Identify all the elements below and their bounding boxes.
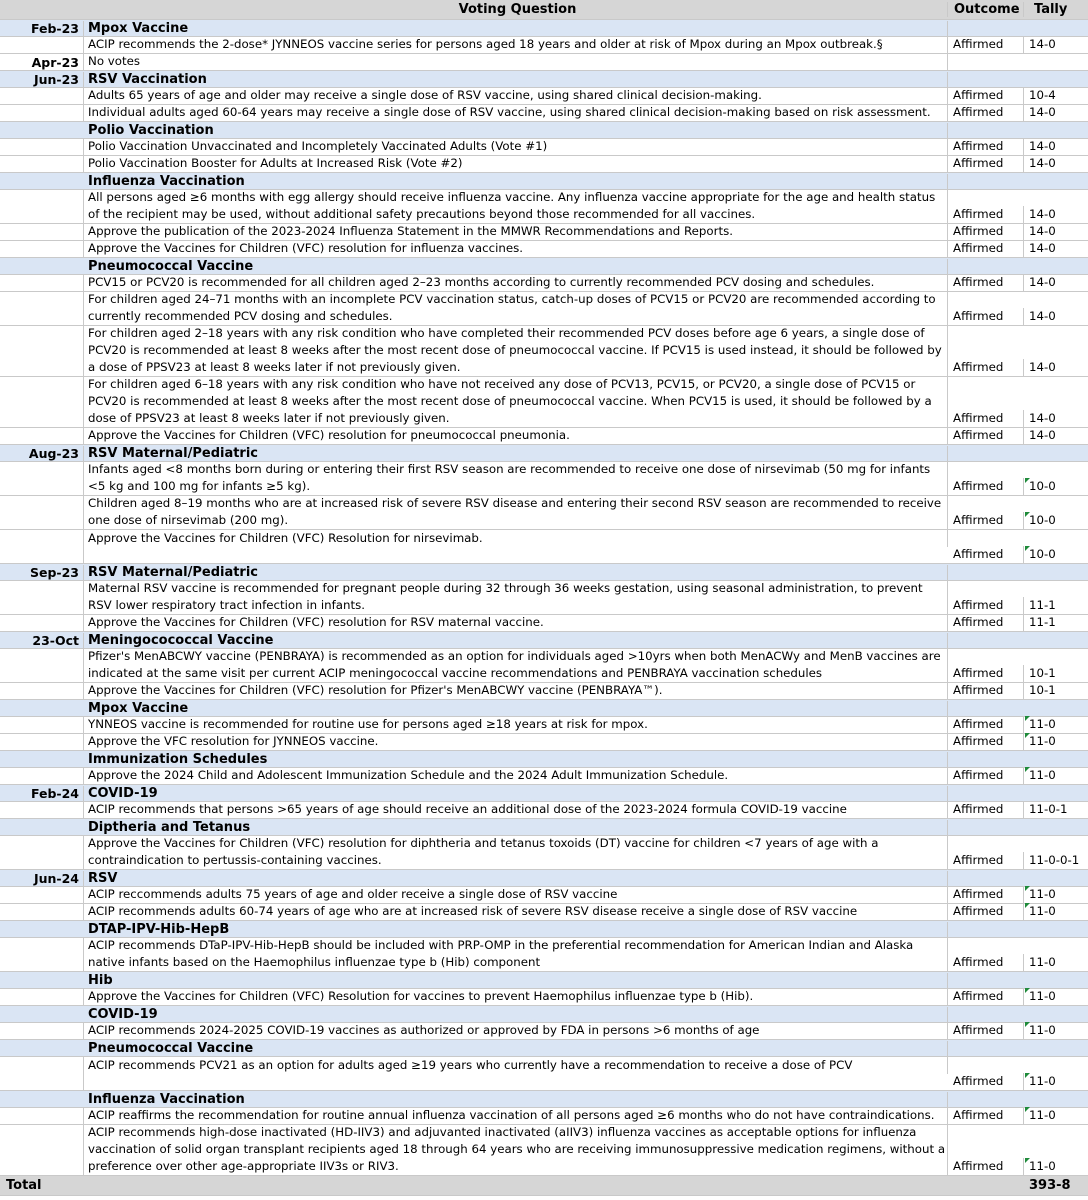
voting-question: Approve the 2024 Child and Adolescent Immunization Schedule and the 2024 Adult Immunization Schedule.	[84, 767, 948, 784]
vote-row	[0, 462, 1088, 496]
vote-outcome: Affirmed	[948, 1158, 1024, 1175]
meeting-date	[0, 734, 84, 750]
vote-tally: 14-0	[1029, 37, 1056, 51]
section-row	[0, 785, 1088, 802]
section-row	[0, 819, 1088, 836]
section-title: Influenza Vaccination	[84, 1092, 948, 1107]
voting-question: ACIP recommends DTaP-IPV-Hib-HepB should be included with PRP-OMP in the preferential recommendation for American Indian and Alaska native infants based on the Haemophilus influenzae type b (Hib) component	[84, 937, 948, 971]
vote-row	[0, 734, 1088, 751]
vote-tally: 11-0	[1024, 733, 1088, 750]
voting-question: YNNEOS vaccine is recommended for routine use for persons aged ≥18 years at risk for mpox.	[84, 716, 948, 733]
vote-row	[0, 156, 1088, 173]
vote-row	[0, 139, 1088, 156]
voting-question: Adults 65 years of age and older may receive a single dose of RSV vaccine, using shared clinical decision-making.	[84, 87, 948, 104]
voting-question: Maternal RSV vaccine is recommended for pregnant people during 32 through 36 weeks gestation, using seasonal administration, to prevent RSV lower respiratory tract infection in infants.	[84, 580, 948, 614]
meeting-date	[0, 887, 84, 903]
vote-tally: 11-0	[1024, 1022, 1088, 1039]
vote-outcome: Affirmed	[948, 223, 1024, 240]
section-row	[0, 972, 1088, 989]
section-title: RSV Maternal/Pediatric	[84, 565, 948, 580]
vote-row	[0, 224, 1088, 241]
vote-row	[0, 836, 1088, 870]
section-title: Mpox Vaccine	[84, 21, 948, 36]
vote-tally: 11-0	[1024, 1073, 1088, 1090]
section-row	[0, 921, 1088, 938]
vote-outcome: Affirmed	[948, 427, 1024, 444]
voting-question: Approve the publication of the 2023-2024 Influenza Statement in the MMWR Recommendations and Reports.	[84, 223, 948, 240]
vote-tally: 10-0	[1024, 478, 1088, 495]
meeting-date	[0, 428, 84, 444]
section-row	[0, 1040, 1088, 1057]
meeting-date	[0, 1057, 84, 1090]
meeting-date	[0, 88, 84, 104]
meeting-date	[0, 802, 84, 818]
vote-row	[0, 904, 1088, 921]
voting-question: Approve the Vaccines for Children (VFC) resolution for Pfizer's MenABCWY vaccine (PENBRAYA™).	[84, 682, 948, 699]
meeting-date: Sep-23	[0, 565, 84, 580]
meeting-date	[0, 649, 84, 682]
section-title: Mpox Vaccine	[84, 701, 948, 716]
vote-outcome: Affirmed	[948, 665, 1024, 682]
vote-tally: 11-0	[1024, 903, 1088, 920]
vote-outcome: Affirmed	[948, 308, 1024, 325]
vote-tally: 11-0	[1024, 1107, 1088, 1124]
voting-question: Polio Vaccination Unvaccinated and Incompletely Vaccinated Adults (Vote #1)	[84, 138, 948, 155]
vote-outcome: Affirmed	[948, 886, 1024, 903]
voting-question: ACIP recommends high-dose inactivated (HD-IIV3) and adjuvanted inactivated (aIIV3) influenza vaccines as acceptable options for influenza vaccination of solid organ transplant recipients aged 18 through 64 years who are receiving immunosuppressive medication regimens, without a preference over other age-appropriate IIV3s or RIV3.	[84, 1124, 948, 1175]
section-row	[0, 1091, 1088, 1108]
vote-row	[0, 54, 1088, 71]
section-title: COVID-19	[84, 786, 948, 801]
vote-row	[0, 428, 1088, 445]
vote-outcome: Affirmed	[948, 274, 1024, 291]
voting-question: Approve the Vaccines for Children (VFC) Resolution for vaccines to prevent Haemophilus influenzae type b (Hib).	[84, 988, 948, 1005]
voting-question: Children aged 8–19 months who are at increased risk of severe RSV disease and entering their second RSV season are recommended to receive one dose of nirsevimab (200 mg).	[84, 495, 948, 529]
vote-tally: 10-0	[1024, 512, 1088, 529]
vote-outcome: Affirmed	[948, 359, 1024, 376]
voting-question: Polio Vaccination Booster for Adults at Increased Risk (Vote #2)	[84, 155, 948, 172]
section-title: Immunization Schedules	[84, 752, 948, 767]
section-title: Hib	[84, 973, 948, 988]
meeting-date: Jun-23	[0, 72, 84, 87]
vote-tally: 10-1	[1029, 666, 1056, 680]
meeting-date	[0, 105, 84, 121]
section-title: Influenza Vaccination	[84, 174, 948, 189]
vote-outcome: Affirmed	[948, 597, 1024, 614]
meeting-date	[0, 292, 84, 325]
vote-tally: 11-1	[1029, 615, 1056, 629]
vote-outcome: Affirmed	[948, 1073, 1024, 1090]
vote-outcome: Affirmed	[948, 903, 1024, 920]
vote-outcome: Affirmed	[948, 512, 1024, 529]
section-title: RSV	[84, 871, 948, 886]
vote-tally: 10-4	[1029, 88, 1056, 102]
meeting-date	[0, 1108, 84, 1124]
meeting-date: Apr-23	[0, 54, 84, 70]
vote-tally: 11-0	[1029, 955, 1056, 969]
section-row	[0, 173, 1088, 190]
section-title: Polio Vaccination	[84, 123, 948, 138]
vote-row	[0, 105, 1088, 122]
voting-question: No votes	[84, 53, 948, 70]
voting-question: PCV15 or PCV20 is recommended for all children aged 2–23 months according to currently recommended PCV dosing and schedules.	[84, 274, 948, 291]
meeting-date	[0, 1023, 84, 1039]
vote-tally: 11-0	[1024, 716, 1088, 733]
voting-question: Approve the Vaccines for Children (VFC) Resolution for nirsevimab.	[84, 530, 948, 547]
meeting-date	[0, 496, 84, 529]
meeting-date	[0, 377, 84, 427]
vote-row	[0, 802, 1088, 819]
vote-outcome: Affirmed	[948, 104, 1024, 121]
vote-tally: 14-0	[1029, 105, 1056, 119]
tally-column-header: Tally	[1034, 2, 1068, 17]
section-title: RSV Vaccination	[84, 72, 948, 87]
vote-row	[0, 938, 1088, 972]
meeting-date	[0, 683, 84, 699]
vote-row	[0, 377, 1088, 428]
vote-outcome: Affirmed	[948, 155, 1024, 172]
vote-tally: 14-0	[1029, 411, 1056, 425]
section-row	[0, 870, 1088, 887]
voting-question: For children aged 6–18 years with any risk condition who have not received any dose of PCV13, PCV15, or PCV20, a single dose of PCV15 or PCV20 is recommended at least 8 weeks after the most recent dose of pneumococcal vaccine. When PCV15 is used, it should be followed by a dose of PPSV23 at least 8 weeks later if not previously given.	[84, 376, 948, 427]
vote-row	[0, 1108, 1088, 1125]
vote-outcome: Affirmed	[948, 852, 1024, 869]
meeting-date	[0, 241, 84, 257]
vote-tally: 14-0	[1029, 207, 1056, 221]
voting-question: ACIP recommends PCV21 as an option for adults aged ≥19 years who currently have a recommendation to receive a dose of PCV	[84, 1057, 948, 1074]
total-tally: 393-8	[1029, 1178, 1071, 1193]
meeting-date: Aug-23	[0, 446, 84, 461]
vote-tally: 14-0	[1029, 241, 1056, 255]
vote-outcome: Affirmed	[948, 87, 1024, 104]
meeting-date	[0, 156, 84, 172]
voting-question: ACIP reaffirms the recommendation for routine annual influenza vaccination of all persons aged ≥6 months who do not have contraindications.	[84, 1107, 948, 1124]
vote-row	[0, 1057, 1088, 1091]
vote-tally: 14-0	[1029, 156, 1056, 170]
vote-outcome: Affirmed	[948, 988, 1024, 1005]
table-header	[0, 0, 1088, 20]
meeting-date	[0, 37, 84, 53]
vote-outcome: Affirmed	[948, 716, 1024, 733]
vote-outcome: Affirmed	[948, 767, 1024, 784]
vote-outcome: Affirmed	[948, 240, 1024, 257]
vote-tally: 14-0	[1029, 139, 1056, 153]
vote-outcome: Affirmed	[948, 1107, 1024, 1124]
meeting-date	[0, 581, 84, 614]
vote-outcome: Affirmed	[948, 478, 1024, 495]
meeting-date	[0, 139, 84, 155]
meeting-date: Feb-23	[0, 21, 84, 36]
vote-row	[0, 496, 1088, 530]
vote-row	[0, 88, 1088, 105]
vote-outcome: Affirmed	[948, 546, 1024, 563]
voting-question: Approve the Vaccines for Children (VFC) resolution for RSV maternal vaccine.	[84, 614, 948, 631]
meeting-date	[0, 768, 84, 784]
vote-tally: 11-0	[1024, 988, 1088, 1005]
vote-outcome: Affirmed	[948, 954, 1024, 971]
section-row	[0, 1006, 1088, 1023]
meeting-date	[0, 989, 84, 1005]
vote-tally: 14-0	[1029, 224, 1056, 238]
meeting-date	[0, 462, 84, 495]
meeting-date	[0, 1125, 84, 1175]
vote-tally: 14-0	[1029, 309, 1056, 323]
voting-question: ACIP recommends adults 60-74 years of age who are at increased risk of severe RSV disease receive a single dose of RSV vaccine	[84, 903, 948, 920]
voting-question: ACIP recommends the 2-dose* JYNNEOS vaccine series for persons aged 18 years and older at risk of Mpox during an Mpox outbreak.§	[84, 36, 948, 53]
vote-tally: 10-1	[1029, 683, 1056, 697]
table-body	[0, 20, 1088, 1176]
voting-question: Approve the Vaccines for Children (VFC) resolution for diphtheria and tetanus toxoids (DT) vaccine for children <7 years of age with a contraindication to pertussis-containing vaccines.	[84, 835, 948, 869]
section-title: RSV Maternal/Pediatric	[84, 446, 948, 461]
section-title: DTAP-IPV-Hib-HepB	[84, 922, 948, 937]
section-row	[0, 632, 1088, 649]
vote-row	[0, 241, 1088, 258]
voting-question: ACIP recommends that persons >65 years of age should receive an additional dose of the 2023-2024 formula COVID-19 vaccine	[84, 801, 948, 818]
voting-question: Pfizer's MenABCWY vaccine (PENBRAYA) is recommended as an option for individuals aged >10yrs when both MenACWy and MenB vaccines are indicated at the same visit per current ACIP meningococcal vaccine recommendations and PENBRAYA vaccination schedules	[84, 648, 948, 682]
vote-tally: 10-0	[1024, 546, 1088, 563]
vote-row	[0, 292, 1088, 326]
total-label: Total	[6, 1178, 42, 1193]
section-title: COVID-19	[84, 1007, 948, 1022]
meeting-date	[0, 615, 84, 631]
vote-tally: 14-0	[1029, 360, 1056, 374]
vote-outcome: Affirmed	[948, 206, 1024, 223]
vote-outcome: Affirmed	[948, 36, 1024, 53]
voting-question: ACIP reccommends adults 75 years of age and older receive a single dose of RSV vaccine	[84, 886, 948, 903]
vote-row	[0, 615, 1088, 632]
meeting-date	[0, 836, 84, 869]
vote-outcome: Affirmed	[948, 733, 1024, 750]
vote-tally: 11-0	[1024, 767, 1088, 784]
vote-row	[0, 275, 1088, 292]
meeting-date: Feb-24	[0, 786, 84, 801]
vote-row	[0, 326, 1088, 377]
vote-outcome: Affirmed	[948, 682, 1024, 699]
section-row	[0, 751, 1088, 768]
section-row	[0, 122, 1088, 139]
vote-row	[0, 683, 1088, 700]
vote-row	[0, 649, 1088, 683]
voting-question: Approve the Vaccines for Children (VFC) resolution for influenza vaccines.	[84, 240, 948, 257]
meeting-date	[0, 904, 84, 920]
vote-outcome: Affirmed	[948, 138, 1024, 155]
question-column-header: Voting Question	[84, 2, 948, 17]
meeting-date: 23-Oct	[0, 633, 84, 648]
section-title: Pneumococcal Vaccine	[84, 1041, 948, 1056]
section-row	[0, 71, 1088, 88]
vote-tally: 11-0-0-1	[1029, 853, 1080, 867]
vote-outcome: Affirmed	[948, 410, 1024, 427]
vote-outcome: Affirmed	[948, 614, 1024, 631]
voting-question: Approve the VFC resolution for JYNNEOS vaccine.	[84, 733, 948, 750]
vote-tally: 11-0	[1024, 886, 1088, 903]
vote-outcome: Affirmed	[948, 801, 1024, 818]
voting-question: ACIP recommends 2024-2025 COVID-19 vaccines as authorized or approved by FDA in persons >6 months of age	[84, 1022, 948, 1039]
section-row	[0, 445, 1088, 462]
voting-question: Infants aged <8 months born during or entering their first RSV season are recommended to receive one dose of nirsevimab (50 mg for infants <5 kg and 100 mg for infants ≥5 kg).	[84, 461, 948, 495]
vote-row	[0, 1125, 1088, 1176]
vote-row	[0, 717, 1088, 734]
vote-row	[0, 989, 1088, 1006]
vote-tally: 11-1	[1029, 598, 1056, 612]
meeting-date	[0, 275, 84, 291]
meeting-date: Jun-24	[0, 871, 84, 886]
vote-tally: 14-0	[1029, 428, 1056, 442]
section-title: Meningocococcal Vaccine	[84, 633, 948, 648]
vote-row	[0, 887, 1088, 904]
vote-row	[0, 1023, 1088, 1040]
total-row	[0, 1176, 1088, 1196]
vote-tally: 14-0	[1029, 275, 1056, 289]
voting-question: All persons aged ≥6 months with egg allergy should receive influenza vaccine. Any influenza vaccine appropriate for the age and health status of the recipient may be used, without additional safety precautions beyond those recommended for all vaccines.	[84, 189, 948, 223]
vote-tally: 11-0	[1024, 1158, 1088, 1175]
meeting-date	[0, 224, 84, 240]
section-row	[0, 564, 1088, 581]
vote-outcome: Affirmed	[948, 1022, 1024, 1039]
vote-row	[0, 530, 1088, 564]
meeting-date	[0, 938, 84, 971]
vote-row	[0, 37, 1088, 54]
voting-question: For children aged 2–18 years with any risk condition who have completed their recommended PCV doses before age 6 years, a single dose of PCV20 is recommended at least 8 weeks after the most recent dose of pneumococcal vaccine. If PCV15 is used instead, it should be followed by a dose of PPSV23 at least 8 weeks later if not previously given.	[84, 325, 948, 376]
outcome-column-header: Outcome	[948, 2, 1024, 17]
vote-row	[0, 581, 1088, 615]
voting-question: Approve the Vaccines for Children (VFC) resolution for pneumococcal pneumonia.	[84, 427, 948, 444]
voting-question: For children aged 24–71 months with an incomplete PCV vaccination status, catch-up doses of PCV15 or PCV20 are recommended according to currently recommended PCV dosing and schedules.	[84, 291, 948, 325]
section-title: Diptheria and Tetanus	[84, 820, 948, 835]
meeting-date	[0, 717, 84, 733]
vote-tally: 11-0-1	[1029, 802, 1068, 816]
section-row	[0, 258, 1088, 275]
meeting-date	[0, 326, 84, 376]
meeting-date	[0, 530, 84, 563]
meeting-date	[0, 190, 84, 223]
section-row	[0, 20, 1088, 37]
voting-question: Individual adults aged 60-64 years may receive a single dose of RSV vaccine, using shared clinical decision-making based on risk assessment.	[84, 104, 948, 121]
section-row	[0, 700, 1088, 717]
vote-row	[0, 190, 1088, 224]
section-title: Pneumococcal Vaccine	[84, 259, 948, 274]
vote-row	[0, 768, 1088, 785]
